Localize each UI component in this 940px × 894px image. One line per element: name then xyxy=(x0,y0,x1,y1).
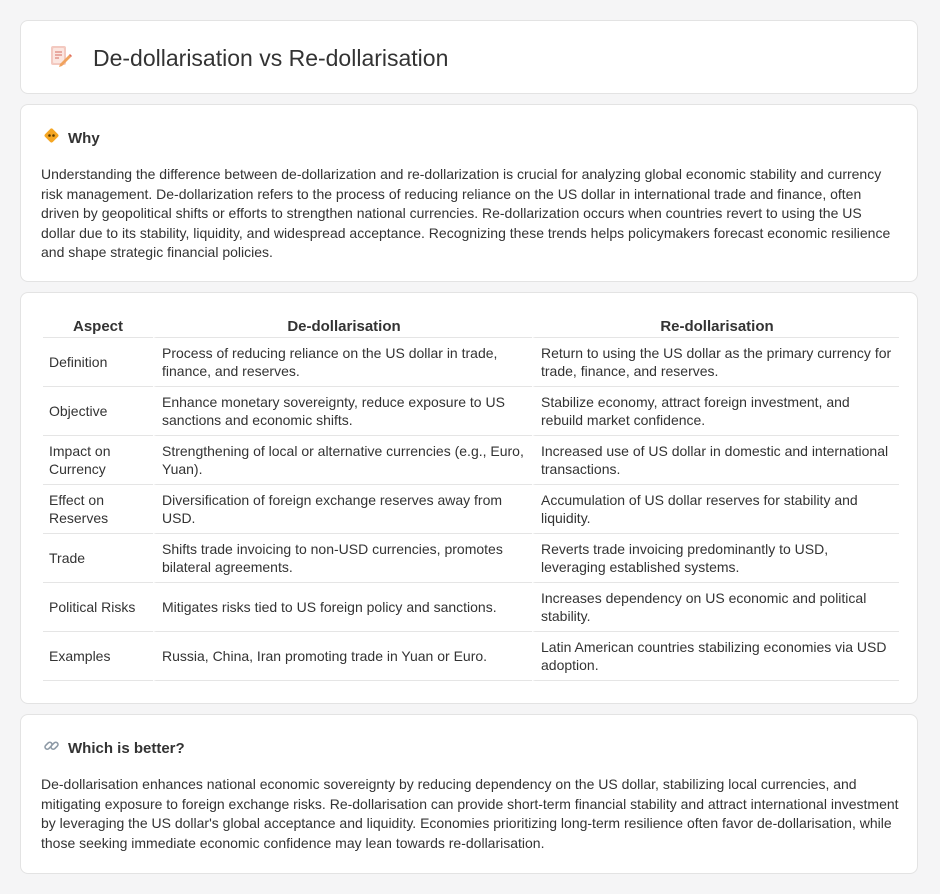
re-dollarisation-cell: Stabilize economy, attract foreign investment, and rebuild market confidence. xyxy=(532,387,899,436)
document-pencil-icon xyxy=(47,43,73,74)
re-dollarisation-cell: Latin American countries stabilizing economies via USD adoption. xyxy=(532,632,899,681)
header-aspect: Aspect xyxy=(43,315,153,338)
table-row xyxy=(43,338,899,387)
aspect-cell: Examples xyxy=(43,632,153,681)
table-row xyxy=(43,485,899,534)
better-heading: Which is better? xyxy=(68,739,185,757)
link-icon xyxy=(43,737,60,759)
re-dollarisation-cell: Accumulation of US dollar reserves for stability and liquidity. xyxy=(532,485,899,534)
why-text: Understanding the difference between de-dollarization and re-dollarization is crucial for analyzing global economic stability and currency risk management. De-dollarization refers to the process of reducing reliance on the US dollar in international trade and finance, often driven by geopolitical shifts or efforts to strengthen national currencies. Re-dollarization occurs when countries revert to using the US dollar due to its stability, liquidity, and widespread acceptance. Recognizing these trends helps policymakers forecast economic resilience and shape strategic financial policies. xyxy=(41,166,891,261)
de-dollarisation-cell: Shifts trade invoicing to non-USD currencies, promotes bilateral agreements. xyxy=(153,534,532,583)
de-dollarisation-cell: Russia, China, Iran promoting trade in Yuan or Euro. xyxy=(153,632,532,681)
header-card xyxy=(20,20,918,94)
re-dollarisation-cell: Increased use of US dollar in domestic and international transactions. xyxy=(532,436,899,485)
re-dollarisation-cell: Return to using the US dollar as the primary currency for trade, finance, and reserves. xyxy=(532,338,899,387)
de-dollarisation-cell: Enhance monetary sovereignty, reduce exposure to US sanctions and economic shifts. xyxy=(153,387,532,436)
why-section xyxy=(20,104,918,282)
table-row xyxy=(43,583,899,632)
aspect-cell: Definition xyxy=(43,338,153,387)
re-dollarisation-cell: Reverts trade invoicing predominantly to USD, leveraging established systems. xyxy=(532,534,899,583)
aspect-cell: Objective xyxy=(43,387,153,436)
re-dollarisation-cell: Increases dependency on US economic and political stability. xyxy=(532,583,899,632)
warning-diamond-icon xyxy=(43,127,60,149)
table-row xyxy=(43,436,899,485)
table-row xyxy=(43,632,899,681)
table-row xyxy=(43,534,899,583)
header-de-dollarisation: De-dollarisation xyxy=(153,315,532,338)
better-text: De-dollarisation enhances national economic sovereignty by reducing dependency on the US dollar, stabilizing local currencies, and mitigating exposure to foreign exchange risks. Re-dollarisation can provide short-term financial stability and attract international investment by leveraging the US dollar's global acceptance and liquidity. Economies prioritizing long-term resilience often favor de-dollarisation, while those seeking immediate economic confidence may lean towards re-dollarisation. xyxy=(41,776,899,851)
aspect-cell: Impact on Currency xyxy=(43,436,153,485)
aspect-cell: Effect on Reserves xyxy=(43,485,153,534)
page-title: De-dollarisation vs Re-dollarisation xyxy=(93,45,449,71)
table-header-row xyxy=(43,315,899,338)
aspect-cell: Trade xyxy=(43,534,153,583)
de-dollarisation-cell: Diversification of foreign exchange reserves away from USD. xyxy=(153,485,532,534)
header-re-dollarisation: Re-dollarisation xyxy=(532,315,899,338)
de-dollarisation-cell: Process of reducing reliance on the US dollar in trade, finance, and reserves. xyxy=(153,338,532,387)
aspect-cell: Political Risks xyxy=(43,583,153,632)
comparison-table-card xyxy=(20,292,918,704)
table-row xyxy=(43,387,899,436)
comparison-table xyxy=(43,315,899,681)
de-dollarisation-cell: Strengthening of local or alternative currencies (e.g., Euro, Yuan). xyxy=(153,436,532,485)
which-is-better-section xyxy=(20,714,918,874)
de-dollarisation-cell: Mitigates risks tied to US foreign policy and sanctions. xyxy=(153,583,532,632)
why-heading: Why xyxy=(68,129,100,147)
